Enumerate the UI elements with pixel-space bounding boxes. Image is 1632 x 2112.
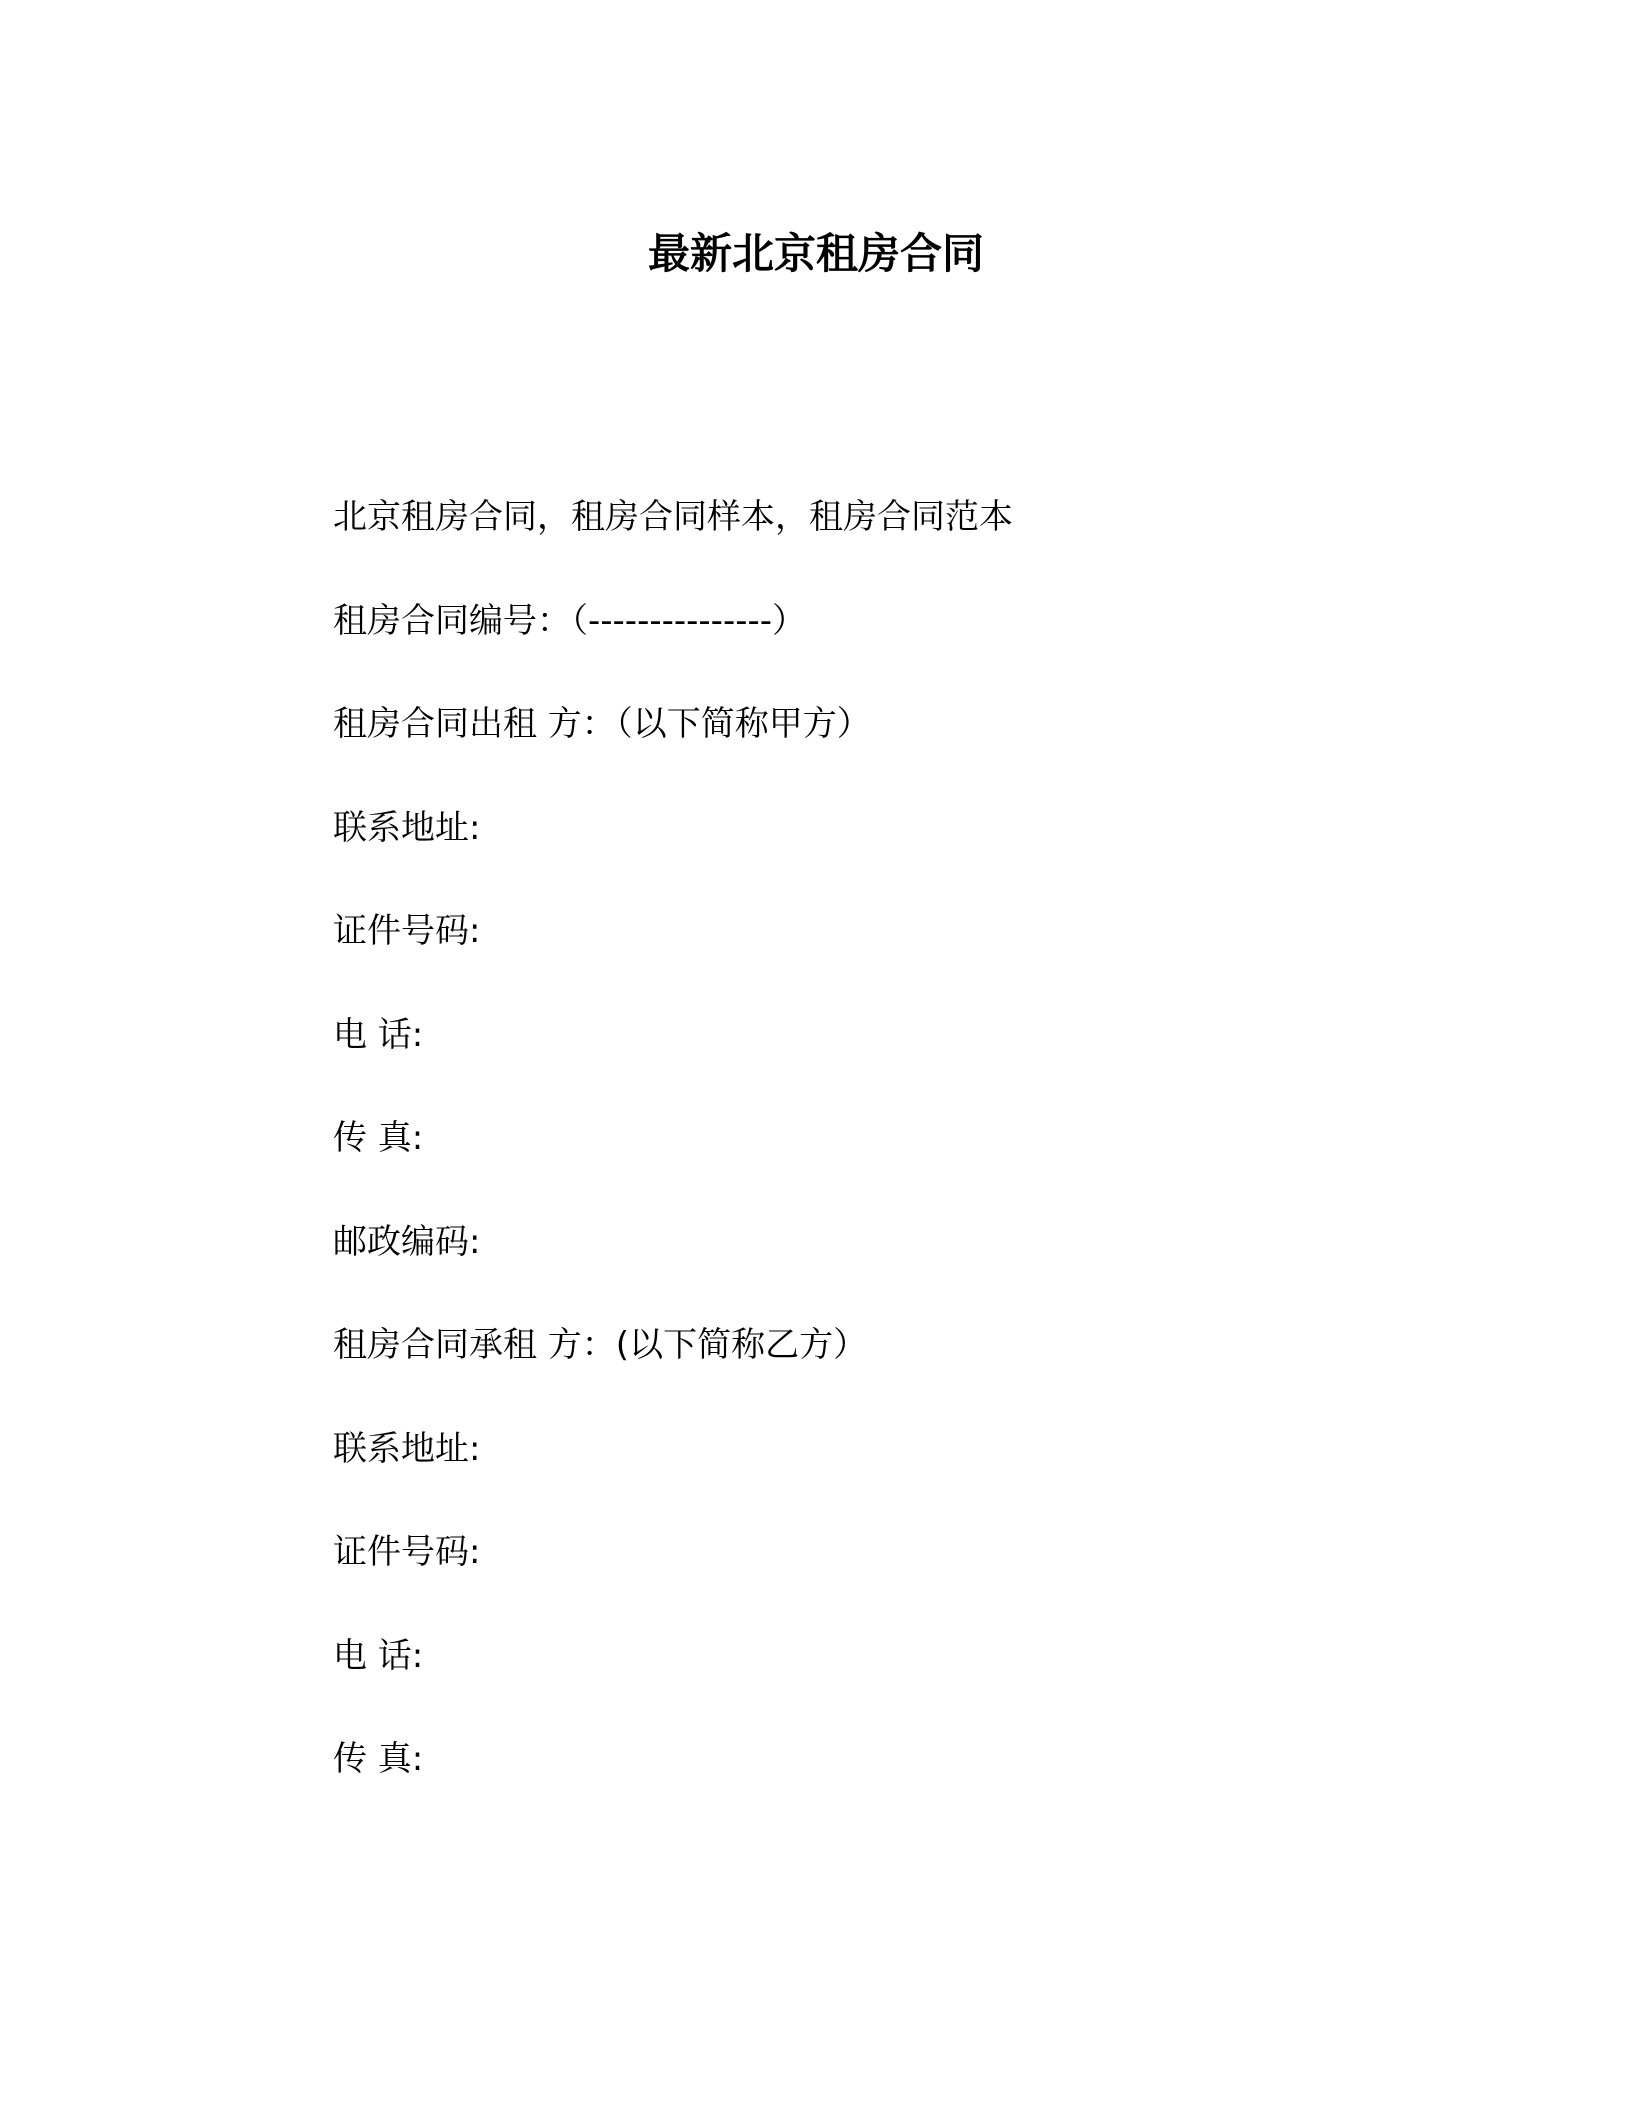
lessee-phone-line: 电 话: bbox=[333, 1635, 424, 1676]
intro-line: 北京租房合同，租房合同样本，租房合同范本 bbox=[333, 497, 1013, 537]
lessor-address-line: 联系地址: bbox=[333, 807, 481, 848]
document-title: 最新北京租房合同 bbox=[647, 229, 984, 278]
lessee-address-line: 联系地址: bbox=[333, 1428, 481, 1469]
lessee-id-number-line: 证件号码: bbox=[333, 1532, 481, 1572]
lessor-postal-code-line: 邮政编码: bbox=[333, 1221, 481, 1262]
lessee-line: 租房合同承租 方：(以下简称乙方） bbox=[333, 1325, 868, 1365]
lessor-line: 租房合同出租 方：（以下简称甲方） bbox=[333, 704, 871, 744]
document-body bbox=[333, 492, 1533, 1838]
lessor-phone-line: 电 话: bbox=[333, 1014, 424, 1055]
lessee-fax-line: 传 真: bbox=[333, 1739, 424, 1779]
lessor-fax-line: 传 真: bbox=[333, 1118, 424, 1158]
contract-number-line: 租房合同编号：（---------------） bbox=[333, 600, 807, 641]
lessor-id-number-line: 证件号码: bbox=[333, 911, 481, 951]
